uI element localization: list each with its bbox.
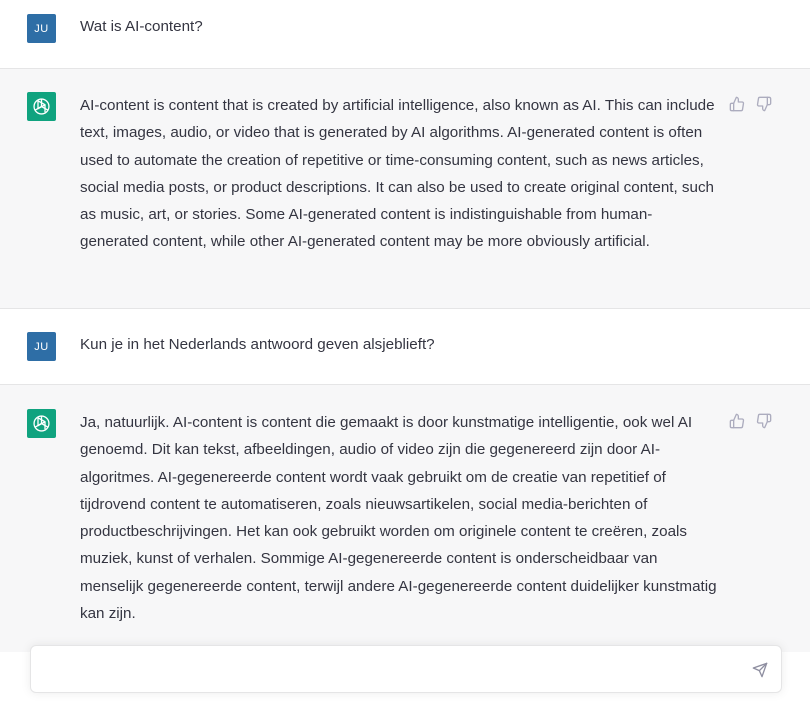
openai-logo-icon bbox=[31, 96, 52, 117]
message-user-2 bbox=[0, 309, 810, 385]
thumbs-up-icon bbox=[729, 413, 745, 429]
thumbs-down-button[interactable] bbox=[756, 413, 772, 429]
message-assistant-2 bbox=[0, 385, 810, 653]
user-avatar bbox=[27, 14, 56, 43]
avatar-initials: JU bbox=[34, 340, 49, 353]
thumbs-down-button[interactable] bbox=[756, 96, 772, 112]
message-assistant-1 bbox=[0, 69, 810, 309]
message-text: Ja, natuurlijk. AI-content is content die gemaakt is door kunstmatige intelligentie, ook wel AI genoemd. Dit kan tekst, afbeeldingen, audio of video zijn die gegenereerd zijn door AI-algoritmes. AI-gegenereerde content wordt vaak gebruikt om de creatie van repetitief of tijdrovend content te automatiseren, zoals nieuwsartikelen, social media-berichten of productbeschrijvingen. Het kan ook gebruikt worden om originele content te creëren, zoals muziek, kunst of verhalen. Sommige AI-gegenereerde content is onderscheidbaar van menselijk gegenereerde content, terwijl andere AI-gegenereerde content duidelijker kunstmatig kan zijn. bbox=[80, 414, 717, 623]
thumbs-up-button[interactable] bbox=[729, 413, 745, 429]
assistant-avatar bbox=[27, 92, 56, 121]
openai-logo-icon bbox=[31, 413, 52, 434]
message-text: Wat is AI-content? bbox=[80, 18, 203, 35]
feedback-buttons bbox=[729, 96, 772, 112]
message-text: AI-content is content that is created by artificial intelligence, also known as AI. This can include text, images, audio, or video that is generated by AI algorithms. AI-generated content is often used to automate the creation of repetitive or time-consuming content, such as news articles, social media posts, or product descriptions. It can also be used to create original content, such as music, art, or stories. Some AI-generated content is indistinguishable from human-generated content, while other AI-generated content may be more obviously artificial. bbox=[80, 97, 715, 251]
send-icon bbox=[752, 662, 768, 678]
send-button[interactable] bbox=[751, 661, 769, 679]
message-composer bbox=[30, 645, 782, 693]
thumbs-up-button[interactable] bbox=[729, 96, 745, 112]
assistant-avatar bbox=[27, 409, 56, 438]
user-avatar bbox=[27, 332, 56, 361]
message-user-1 bbox=[0, 0, 810, 69]
thumbs-down-icon bbox=[756, 96, 772, 112]
thumbs-down-icon bbox=[756, 413, 772, 429]
message-text: Kun je in het Nederlands antwoord geven alsjeblieft? bbox=[80, 336, 435, 353]
avatar-initials: JU bbox=[34, 22, 49, 35]
message-input[interactable] bbox=[45, 658, 735, 682]
feedback-buttons bbox=[729, 413, 772, 429]
thumbs-up-icon bbox=[729, 96, 745, 112]
